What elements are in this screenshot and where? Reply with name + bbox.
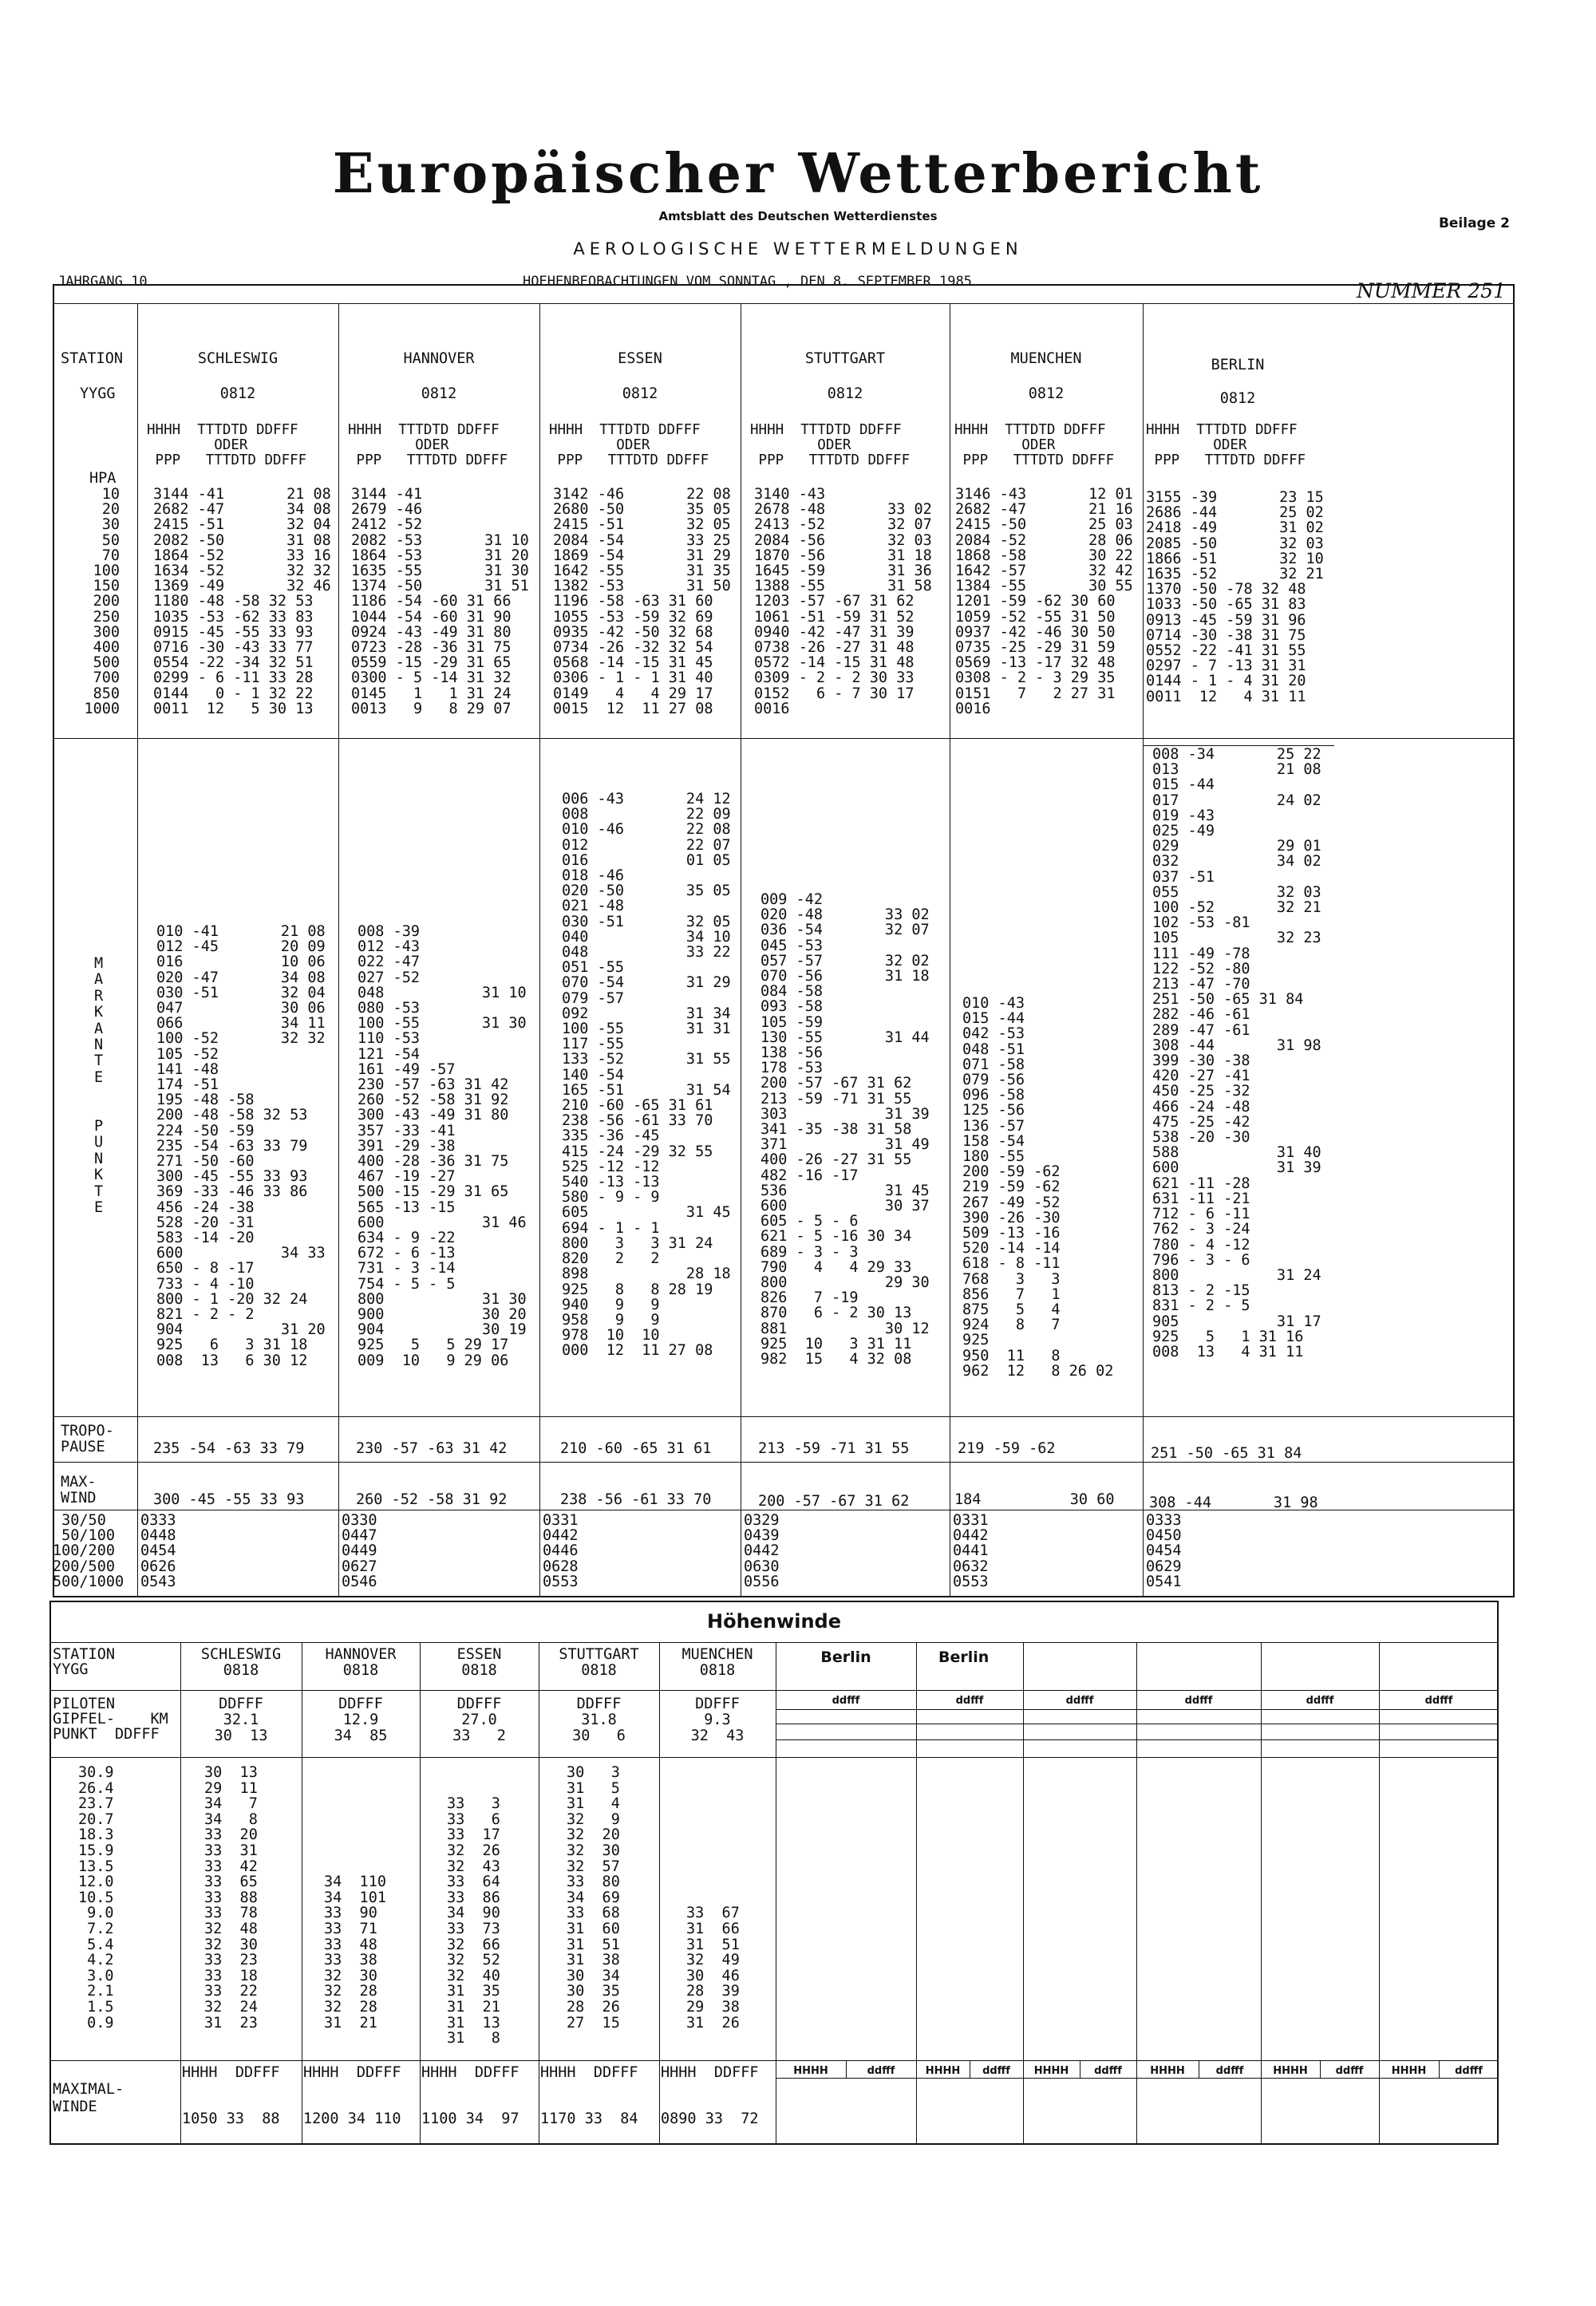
tropopause-value: 251 -50 -65 31 84 <box>1151 1445 1302 1462</box>
hw-station-yygg: 0818 <box>581 1662 617 1679</box>
hw-station-name: HANNOVER <box>325 1646 397 1663</box>
shear-values: 0333 0450 0454 0629 0541 <box>1146 1512 1182 1590</box>
winds-muenchen: 33 67 31 66 31 51 32 49 30 46 28 39 29 38 31 26 <box>686 1905 740 2032</box>
yygg-label: YYGG <box>80 385 116 402</box>
extra-max-ddfff: ddfff <box>1215 2065 1244 2077</box>
max-value: 1100 34 97 <box>421 2111 519 2127</box>
winds-schleswig: 30 13 29 11 34 7 34 8 33 20 33 31 33 42 33 65 33 88 33 78 32 48 32 30 33 23 33 18 33 22 32 24 31 23 <box>204 1764 258 2032</box>
station-yygg: 0812 <box>827 385 863 402</box>
maxwind-value: 260 -52 -58 31 92 <box>356 1491 508 1508</box>
maximal-label: MAXIMAL- WINDE <box>53 2081 124 2115</box>
hpa-label: HPA <box>89 470 117 487</box>
ddfff-label: DDFFF <box>456 1696 502 1712</box>
hw-station-name: STUTTGART <box>559 1646 639 1663</box>
section-title: AEROLOGISCHE WETTERMELDUNGEN <box>573 239 1023 259</box>
report-title: Europäischer Wetterbericht <box>332 142 1264 206</box>
extra-ddfff: ddfff <box>1184 1695 1213 1707</box>
hw-station-name: ESSEN <box>456 1646 502 1663</box>
hw-station-label: STATION YYGG <box>53 1646 115 1679</box>
maxwind-value: 300 -45 -55 33 93 <box>153 1491 305 1508</box>
station-name: STUTTGART <box>804 350 886 367</box>
shear-values: 0331 0442 0446 0628 0553 <box>543 1512 579 1590</box>
station-yygg: 0812 <box>219 385 256 402</box>
hoehenwinde-title: Höhenwinde <box>707 1610 841 1633</box>
maxwind-label: MAX- WIND <box>61 1474 97 1506</box>
extra-max-hhhh: HHHH <box>1391 2065 1427 2077</box>
station-name: ESSEN <box>618 350 662 367</box>
markante-punkte-label: M A R K A N T E P U N K T E <box>94 955 104 1217</box>
station-name: HANNOVER <box>403 350 475 367</box>
report-subtitle: Amtsblatt des Deutschen Wetterdienstes <box>658 209 938 223</box>
max-head: HHHH DDFFF <box>661 2064 759 2081</box>
station-name: SCHLESWIG <box>197 350 279 367</box>
hw-station-yygg: 0818 <box>461 1662 497 1679</box>
extra-max-ddfff: ddfff <box>1094 2065 1122 2077</box>
extra-station-name: Berlin <box>938 1649 990 1666</box>
column-header: HHHH TTTDTD DDFFF ODER PPP TTTDTD DDFFF <box>147 422 307 469</box>
station-yygg: 0812 <box>622 385 658 402</box>
hw-station-yygg: 0818 <box>699 1662 736 1679</box>
standard-levels-berlin: 3155 -39 23 15 2686 -44 25 02 2418 -49 31 02 2085 -50 32 03 1866 -51 32 10 1635 -52 32 21 1370 -50 -78 32 48 1033 -50 -65 31 83 0913 -45 -59 31 96 0714 -30 -38 31 75 0552 -22 -41 31 55 0297 - 7 -13 31 31 0144 - 1 - 4 31 20 0011 12 4 31 11 <box>1146 489 1324 705</box>
gipfel-ddfff: 30 6 <box>572 1728 626 1744</box>
ddfff-label: DDFFF <box>695 1696 740 1712</box>
beilage-label: Beilage 2 <box>1438 215 1510 231</box>
max-head: HHHH DDFFF <box>182 2064 280 2081</box>
gipfel-km: 9.3 <box>704 1712 731 1728</box>
extra-ddfff: ddfff <box>832 1695 860 1707</box>
maxwind-value: 238 -56 -61 33 70 <box>560 1491 712 1508</box>
station-label: STATION <box>61 350 123 367</box>
hoehenwinde-table <box>49 1601 1499 2145</box>
extra-ddfff: ddfff <box>1065 1695 1094 1707</box>
significant-points-stuttgart: 009 -42 020 -48 33 02 036 -54 32 07 045 -53 057 -57 32 02 070 -56 31 18 084 -58 093 -58 105 -59 130 -55 31 44 138 -56 178 -53 200 -57 -67 31 62 213 -59 -71 31 55 303 31 39 341 -35 -38 31 58 371 31 49 400 -26 -27 31 55 482 -16 -17 536 31 45 600 30 37 605 - 5 - 6 621 - 5 -16 30 34 689 - 3 - 3 790 4 4 29 33 800 29 30 826 7 -19 870 6 - 2 30 13 881 30 12 925 10 3 31 11 982 15 4 32 08 <box>760 891 930 1368</box>
shear-values: 0331 0442 0441 0632 0553 <box>953 1512 989 1590</box>
significant-points-berlin: 008 -34 25 22 013 21 08 015 -44 017 24 02 019 -43 025 -49 029 29 01 032 34 02 037 -51 055 32 03 100 -52 32 21 102 -53 -81 105 32 23 111 -49 -78 122 -52 -80 213 -47 -70 251 -50 -65 31 84 282 -46 -61 289 -47 -61 308 -44 31 98 399 -30 -38 420 -27 -41 450 -25 -32 466 -24 -48 475 -25 -42 538 -20 -30 588 31 40 600 31 39 621 -11 -28 631 -11 -21 712 - 6 -11 762 - 3 -24 780 - 4 -12 796 - 3 - 6 800 31 24 813 - 2 -15 831 - 2 - 5 905 31 17 925 5 1 31 16 008 13 4 31 11 <box>1152 746 1321 1360</box>
standard-levels-stuttgart: 3140 -43 2678 -48 33 02 2413 -52 32 07 2084 -56 32 03 1870 -56 31 18 1645 -59 31 36 1388 -55 31 58 1203 -57 -67 31 62 1061 -51 -59 31 52 0940 -42 -47 31 39 0738 -26 -27 31 48 0572 -14 -15 31 48 0309 - 2 - 2 30 33 0152 6 - 7 30 17 0016 <box>754 486 932 717</box>
extra-ddfff: ddfff <box>1306 1695 1334 1707</box>
extra-max-hhhh: HHHH <box>793 2065 828 2077</box>
station-yygg: 0812 <box>421 385 457 402</box>
hw-station-name: MUENCHEN <box>681 1646 753 1663</box>
column-header: HHHH TTTDTD DDFFF ODER PPP TTTDTD DDFFF <box>549 422 709 469</box>
gipfel-ddfff: 33 2 <box>452 1728 506 1744</box>
hw-station-name: SCHLESWIG <box>200 1646 282 1663</box>
extra-station-name: Berlin <box>820 1649 871 1666</box>
winds-essen: 33 3 33 6 33 17 32 26 32 43 33 64 33 86 34 90 33 73 32 66 32 52 32 40 31 35 31 21 31 13 31 8 <box>447 1795 500 2047</box>
winds-stuttgart: 30 3 31 5 31 4 32 9 32 20 32 30 32 57 33 80 34 69 33 68 31 60 31 51 31 38 30 34 30 35 28 26 27 15 <box>567 1764 620 2032</box>
column-header: HHHH TTTDTD DDFFF ODER PPP TTTDTD DDFFF <box>954 422 1115 469</box>
extra-ddfff: ddfff <box>955 1695 984 1707</box>
max-head: HHHH DDFFF <box>540 2064 638 2081</box>
ddfff-label: DDFFF <box>338 1696 383 1712</box>
tropopause-value: 235 -54 -63 33 79 <box>153 1440 305 1457</box>
jahrgang: JAHRGANG 10 <box>57 274 148 290</box>
gipfel-ddfff: 32 43 <box>690 1728 745 1744</box>
maxwind-value: 308 -44 31 98 <box>1149 1495 1318 1511</box>
extra-max-hhhh: HHHH <box>1273 2065 1308 2077</box>
shear-labels: 30/50 50/100 100/200 200/500 500/1000 <box>53 1512 124 1590</box>
standard-levels-schleswig: 3144 -41 21 08 2682 -47 34 08 2415 -51 32 04 2082 -50 31 08 1864 -52 33 16 1634 -52 32 32 1369 -49 32 46 1180 -48 -58 32 53 1035 -53 -62 33 83 0915 -45 -55 33 93 0716 -30 -43 33 77 0554 -22 -34 32 51 0299 - 6 -11 33 28 0144 0 - 1 32 22 0011 12 5 30 13 <box>153 486 331 717</box>
station-yygg: 0812 <box>1219 390 1256 407</box>
hw-station-yygg: 0818 <box>342 1662 379 1679</box>
significant-points-schleswig: 010 -41 21 08 012 -45 20 09 016 10 06 020 -47 34 08 030 -51 32 04 047 30 06 066 34 11 100 -52 32 32 105 -52 141 -48 174 -51 195 -48 -58 200 -48 -58 32 53 224 -50 -59 235 -54 -63 33 79 271 -50 -60 300 -45 -55 33 93 369 -33 -46 33 86 456 -24 -38 528 -20 -31 583 -14 -20 600 34 33 650 - 8 -17 733 - 4 -10 800 - 1 -20 32 24 821 - 2 - 2 904 31 20 925 6 3 31 18 008 13 6 30 12 <box>156 923 326 1369</box>
ddfff-label: DDFFF <box>219 1696 263 1712</box>
max-value: 1200 34 110 <box>303 2111 401 2127</box>
standard-levels-hannover: 3144 -41 2679 -46 2412 -52 2082 -53 31 10 1864 -53 31 20 1635 -55 31 30 1374 -50 31 51 1186 -54 -60 31 66 1044 -54 -60 31 90 0924 -43 -49 31 80 0723 -28 -36 31 75 0559 -15 -29 31 65 0300 - 5 -14 31 32 0145 1 1 31 24 0013 9 8 29 07 <box>351 486 529 717</box>
gipfel-km: 12.9 <box>342 1712 379 1728</box>
extra-max-hhhh: HHHH <box>1033 2065 1069 2077</box>
significant-points-essen: 006 -43 24 12 008 22 09 010 -46 22 08 012 22 07 016 01 05 018 -46 020 -50 35 05 021 -48 030 -51 32 05 040 34 10 048 33 22 051 -55 070 -54 31 29 079 -57 092 31 34 100 -55 31 31 117 -55 133 -52 31 55 140 -54 165 -51 31 54 210 -60 -65 31 61 238 -56 -61 33 70 335 -36 -45 415 -24 -29 32 55 525 -12 -12 540 -13 -13 580 - 9 - 9 605 31 45 694 - 1 - 1 800 3 3 31 24 820 2 2 898 28 18 925 8 8 28 19 940 9 9 958 9 9 978 10 10 000 12 11 27 08 <box>562 791 731 1360</box>
shear-values: 0333 0448 0454 0626 0543 <box>140 1512 176 1590</box>
piloten-label: PILOTEN GIPFEL- KM PUNKT DDFFF <box>53 1696 168 1743</box>
extra-max-ddfff: ddfff <box>982 2065 1010 2077</box>
extra-max-hhhh: HHHH <box>925 2065 961 2077</box>
ddfff-label: DDFFF <box>576 1696 622 1712</box>
winds-hannover: 34 110 34 101 33 90 33 71 33 48 33 38 32 30 32 28 32 28 31 21 <box>324 1874 386 2032</box>
tropopause-value: 210 -60 -65 31 61 <box>560 1440 712 1457</box>
extra-max-ddfff: ddfff <box>1335 2065 1364 2077</box>
tropopause-value: 219 -59 -62 <box>958 1440 1056 1457</box>
shear-values: 0330 0447 0449 0627 0546 <box>342 1512 377 1590</box>
extra-max-ddfff: ddfff <box>1455 2065 1483 2077</box>
significant-points-muenchen: 010 -43 015 -44 042 -53 048 -51 071 -58 079 -56 096 -58 125 -56 136 -57 158 -54 180 -55 200 -59 -62 219 -59 -62 267 -49 -52 390 -26 -30 509 -13 -16 520 -14 -14 618 - 8 -11 768 3 3 856 7 1 875 5 4 924 8 7 925 950 11 8 962 12 8 26 02 <box>962 995 1114 1380</box>
station-name: MUENCHEN <box>1010 350 1082 367</box>
pressure-levels: 10 20 30 50 70 100 150 200 250 300 400 500 700 850 1000 <box>84 486 120 717</box>
gipfel-km: 31.8 <box>581 1712 617 1728</box>
max-head: HHHH DDFFF <box>303 2064 401 2081</box>
observation-date: HOEHENBEOBACHTUNGEN VOM SONNTAG , DEN 8. SEPTEMBER 1985 <box>523 274 972 290</box>
gipfel-ddfff: 30 13 <box>214 1728 268 1744</box>
maxwind-value: 200 -57 -67 31 62 <box>758 1493 910 1510</box>
shear-values: 0329 0439 0442 0630 0556 <box>744 1512 780 1590</box>
station-yygg: 0812 <box>1028 385 1065 402</box>
max-value: 1170 33 84 <box>540 2111 638 2127</box>
standard-levels-essen: 3142 -46 22 08 2680 -50 35 05 2415 -51 32 05 2084 -54 33 25 1869 -54 31 29 1642 -55 31 35 1382 -53 31 50 1196 -58 -63 31 60 1055 -53 -59 32 69 0935 -42 -50 32 68 0734 -26 -32 32 54 0568 -14 -15 31 45 0306 - 1 - 1 31 40 0149 4 4 29 17 0015 12 11 27 08 <box>553 486 731 717</box>
max-head: HHHH DDFFF <box>421 2064 519 2081</box>
tropopause-value: 213 -59 -71 31 55 <box>758 1440 910 1457</box>
max-value: 0890 33 72 <box>661 2111 759 2127</box>
issue-number: NUMMER 251 <box>1357 279 1506 302</box>
extra-max-ddfff: ddfff <box>867 2065 895 2077</box>
gipfel-ddfff: 34 85 <box>334 1728 388 1744</box>
tropopause-label: TROPO- PAUSE <box>61 1423 114 1455</box>
significant-points-hannover: 008 -39 012 -43 022 -47 027 -52 048 31 10 080 -53 100 -55 31 30 110 -53 121 -54 161 -49 -57 230 -57 -63 31 42 260 -52 -58 31 92 300 -43 -49 31 80 357 -33 -41 391 -29 -38 400 -28 -36 31 75 467 -19 -27 500 -15 -29 31 65 565 -13 -15 600 31 46 634 - 9 -22 672 - 6 -13 731 - 3 -14 754 - 5 - 5 800 31 30 900 30 20 904 30 19 925 5 5 29 17 009 10 9 29 06 <box>358 923 527 1369</box>
maxwind-value: 184 30 60 <box>954 1491 1115 1508</box>
extra-max-hhhh: HHHH <box>1150 2065 1185 2077</box>
max-value: 1050 33 88 <box>182 2111 280 2127</box>
column-header: HHHH TTTDTD DDFFF ODER PPP TTTDTD DDFFF <box>1146 422 1306 469</box>
extra-ddfff: ddfff <box>1424 1695 1453 1707</box>
column-header: HHHH TTTDTD DDFFF ODER PPP TTTDTD DDFFF <box>750 422 911 469</box>
hw-station-yygg: 0818 <box>223 1662 259 1679</box>
gipfel-km: 27.0 <box>461 1712 497 1728</box>
tropopause-value: 230 -57 -63 31 42 <box>356 1440 508 1457</box>
height-levels: 30.9 26.4 23.7 20.7 18.3 15.9 13.5 12.0 10.5 9.0 7.2 5.4 4.2 3.0 2.1 1.5 0.9 <box>78 1764 114 2032</box>
column-header: HHHH TTTDTD DDFFF ODER PPP TTTDTD DDFFF <box>348 422 508 469</box>
gipfel-km: 32.1 <box>223 1712 259 1728</box>
standard-levels-muenchen: 3146 -43 12 01 2682 -47 21 16 2415 -50 25 03 2084 -52 28 06 1868 -58 30 22 1642 -57 32 42 1384 -55 30 55 1201 -59 -62 30 60 1059 -52 -55 31 50 0937 -42 -46 30 50 0735 -25 -29 31 59 0569 -13 -17 32 48 0308 - 2 - 3 29 35 0151 7 2 27 31 0016 <box>955 486 1133 717</box>
station-name: BERLIN <box>1211 357 1265 373</box>
